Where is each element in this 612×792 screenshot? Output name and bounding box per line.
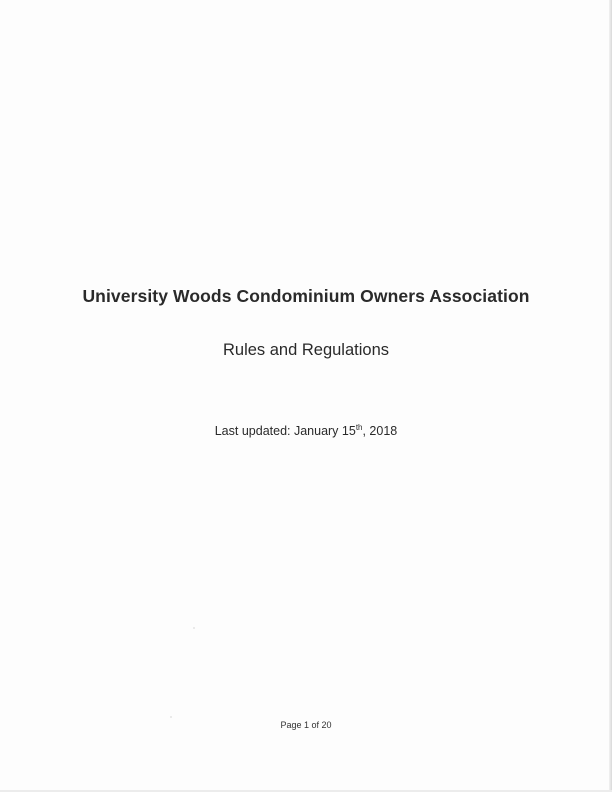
document-title: University Woods Condominium Owners Association <box>82 286 530 306</box>
last-updated-line <box>0 424 612 438</box>
last-updated-year: , 2018 <box>362 424 398 438</box>
ordinal-suffix: th <box>355 422 363 432</box>
document-subtitle: Rules and Regulations <box>222 341 390 359</box>
scan-speck <box>170 716 172 718</box>
page-number: Page 1 of 20 <box>280 720 332 730</box>
last-updated-text: Last updated: January 15 <box>214 424 356 438</box>
scan-speck <box>193 627 195 629</box>
